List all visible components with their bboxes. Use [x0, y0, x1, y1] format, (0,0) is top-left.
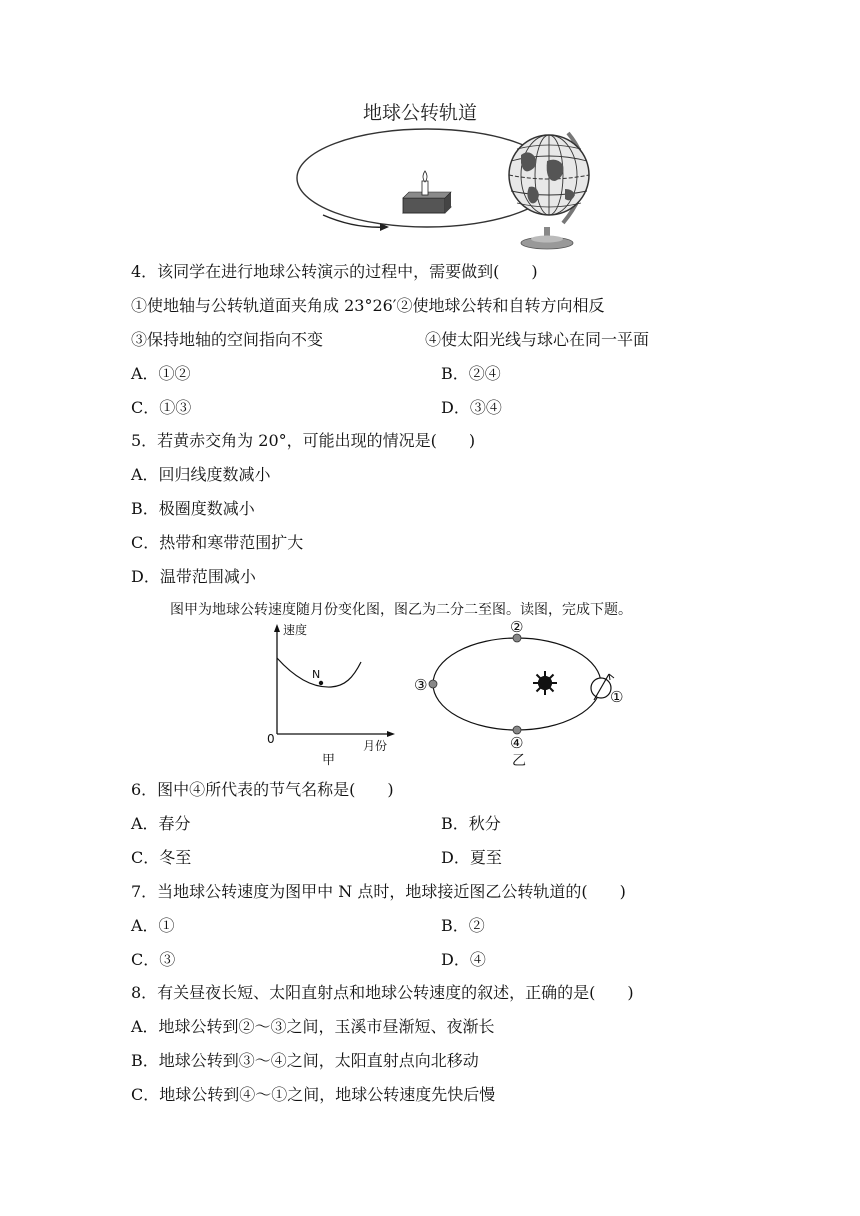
q5-option-c[interactable]: C．热带和寒带范围扩大 — [131, 533, 304, 552]
figure-title: 地球公转轨道 — [362, 102, 478, 124]
graph-origin: 0 — [267, 732, 275, 746]
speed-month-graph — [255, 620, 405, 770]
q8-option-a[interactable]: A．地球公转到②～③之间，玉溪市昼渐短、夜渐长 — [131, 1017, 495, 1036]
q5-option-a[interactable]: A．回归线度数减小 — [131, 465, 271, 484]
point-n — [319, 681, 323, 685]
figure-yi-caption: 乙 — [512, 753, 526, 768]
orbit-ellipse-yi — [433, 638, 601, 730]
q6-option-d[interactable]: D．夏至 — [441, 848, 502, 867]
graph-y-label: 速度 — [283, 623, 308, 637]
orbit-direction-arrow — [323, 215, 389, 231]
q4-option-c[interactable]: C．①③ — [131, 398, 192, 417]
revolution-model-figure — [285, 95, 605, 255]
q4-option-d[interactable]: D．③④ — [441, 398, 502, 417]
q8-option-c[interactable]: C．地球公转到④～①之间，地球公转速度先快后慢 — [131, 1085, 496, 1104]
q4-option-a[interactable]: A．①② — [131, 364, 191, 383]
position-3-dot — [429, 680, 437, 688]
figure2-intro: 图甲为地球公转速度随月份变化图，图乙为二分二至图。读图，完成下题。 — [170, 602, 632, 618]
q6-stem: 6．图中④所代表的节气名称是( ) — [131, 780, 394, 799]
q7-option-d[interactable]: D．④ — [441, 950, 486, 969]
q5-option-d[interactable]: D．温带范围减小 — [131, 567, 256, 586]
q5-option-b[interactable]: B．极圈度数减小 — [131, 499, 255, 518]
q8-stem: 8．有关昼夜长短、太阳直射点和地球公转速度的叙述，正确的是( ) — [131, 983, 634, 1002]
candle-sun-icon — [403, 171, 451, 213]
q7-stem: 7．当地球公转速度为图甲中 N 点时，地球接近图乙公转轨道的( ) — [131, 882, 626, 901]
q7-option-a[interactable]: A．① — [131, 916, 175, 935]
q5-stem: 5．若黄赤交角为 20°，可能出现的情况是( ) — [131, 431, 476, 450]
position-4-label: ④ — [510, 734, 524, 752]
point-n-label: N — [312, 668, 321, 681]
q7-option-c[interactable]: C．③ — [131, 950, 176, 969]
q4-option-b[interactable]: B．②④ — [441, 364, 501, 383]
q6-option-b[interactable]: B．秋分 — [441, 814, 501, 833]
position-4-dot — [513, 726, 521, 734]
position-2-label: ② — [510, 618, 524, 636]
graph-caption: 甲 — [322, 753, 336, 768]
globe-icon — [509, 133, 589, 249]
q7-option-b[interactable]: B．② — [441, 916, 485, 935]
q4-statement-4: ④使太阳光线与球心在同一平面 — [425, 330, 650, 349]
q8-option-b[interactable]: B．地球公转到③～④之间，太阳直射点向北移动 — [131, 1051, 479, 1070]
sun-icon — [533, 671, 557, 695]
position-3-label: ③ — [414, 676, 428, 694]
orbit-positions-figure — [410, 618, 635, 768]
q6-option-c[interactable]: C．冬至 — [131, 848, 192, 867]
graph-x-label: 月份 — [363, 739, 388, 753]
q4-statement-1-2: ①使地轴与公转轨道面夹角成 23°26′②使地球公转和自转方向相反 — [131, 296, 605, 315]
q6-option-a[interactable]: A．春分 — [131, 814, 191, 833]
q4-stem: 4．该同学在进行地球公转演示的过程中，需要做到( ) — [131, 262, 538, 281]
q4-statement-3: ③保持地轴的空间指向不变 — [131, 330, 324, 349]
position-1-label: ① — [610, 688, 624, 706]
